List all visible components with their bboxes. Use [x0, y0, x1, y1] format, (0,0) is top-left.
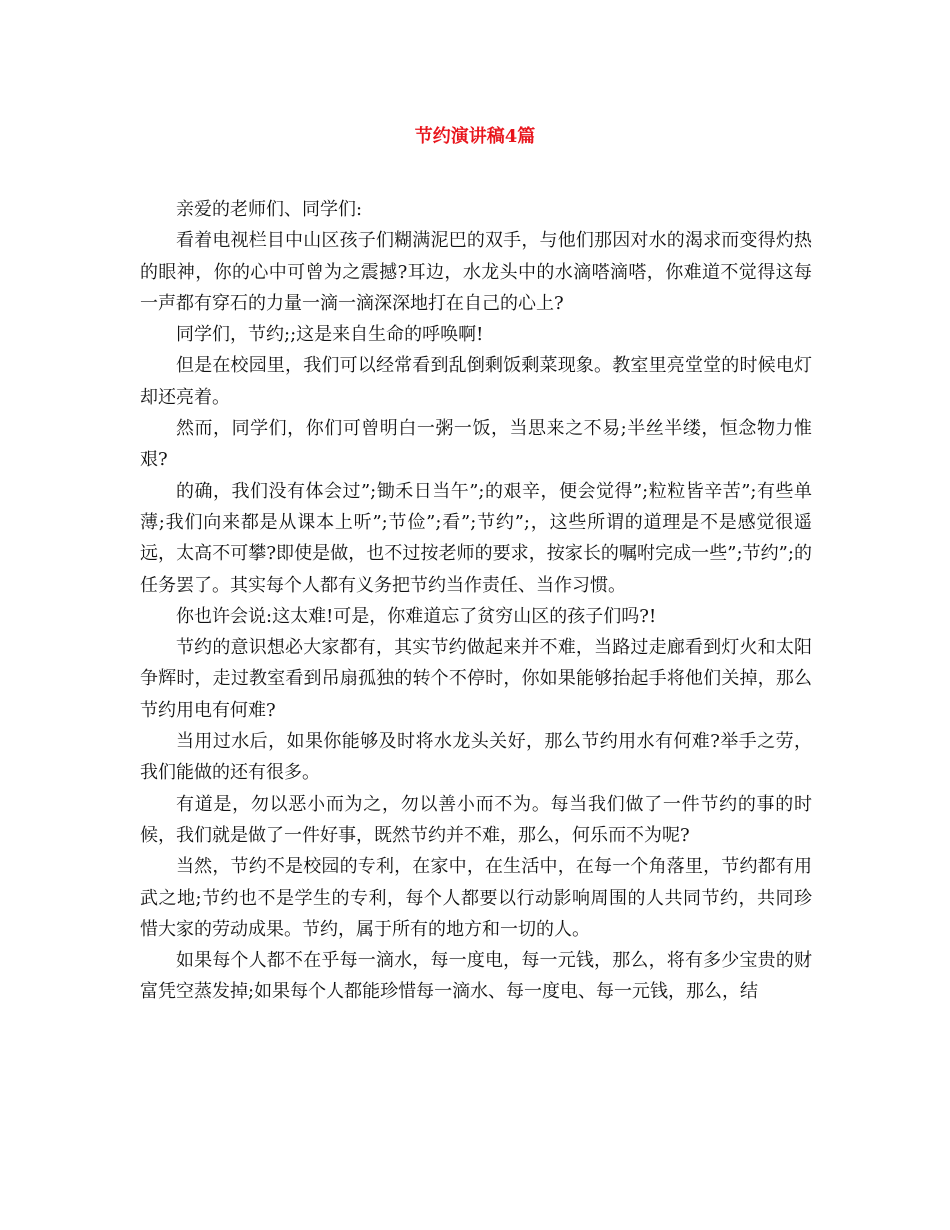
- paragraph: 但是在校园里，我们可以经常看到乱倒剩饭剩菜现象。教室里亮堂堂的时候电灯却还亮着。: [140, 355, 812, 408]
- document-title: 节约演讲稿4篇: [414, 126, 536, 147]
- document-body: [140, 194, 812, 1008]
- paragraph: 当然，节约不是校园的专利，在家中，在生活中，在每一个角落里，节约都有用武之地;节约也不是学生的专利，每个人都要以行动影响周围的人共同节约，共同珍惜大家的劳动成果。节约，属于所有的地方和一切的人。: [140, 856, 812, 940]
- paragraph: 有道是，勿以恶小而为之，勿以善小而不为。每当我们做了一件节约的事的时候，我们就是做了一件好事，既然节约并不难，那么，何乐而不为呢?: [140, 793, 812, 846]
- paragraph: 然而，同学们，你们可曾明白一粥一饭，当思来之不易;半丝半缕，恒念物力惟艰?: [140, 418, 812, 471]
- paragraph: 当用过水后，如果你能够及时将水龙头关好，那么节约用水有何难?举手之劳，我们能做的还有很多。: [140, 731, 812, 784]
- paragraph: 如果每个人都不在乎每一滴水，每一度电，每一元钱，那么，将有多少宝贵的财富凭空蒸发掉;如果每个人都能珍惜每一滴水、每一度电、每一元钱，那么，结: [140, 950, 812, 1003]
- paragraph: 节约的意识想必大家都有，其实节约做起来并不难，当路过走廊看到灯火和太阳争辉时，走过教室看到吊扇孤独的转个不停时，你如果能够抬起手将他们关掉，那么节约用电有何难?: [140, 637, 812, 721]
- paragraph: 看着电视栏目中山区孩子们糊满泥巴的双手，与他们那因对水的渴求而变得灼热的眼神，你的心中可曾为之震撼?耳边，水龙头中的水滴嗒滴嗒，你难道不觉得这每一声都有穿石的力量一滴一滴深深地打在自己的心上?: [140, 230, 812, 314]
- paragraph-greeting: 亲爱的老师们、同学们:: [176, 199, 363, 220]
- paragraph: 的确，我们没有体会过”;锄禾日当午”;的艰辛，便会觉得”;粒粒皆辛苦”;有些单薄;我们向来都是从课本上听”;节俭”;看”;节约”;，这些所谓的道理是不是感觉很遥远，太高不可攀?即使是做，也不过按老师的要求，按家长的嘱咐完成一些”;节约”;的任务罢了。其实每个人都有义务把节约当作责任、当作习惯。: [140, 480, 812, 596]
- paragraph: 同学们，节约;;这是来自生命的呼唤啊!: [176, 324, 484, 346]
- paragraph: 你也许会说:这太难!可是，你难道忘了贫穷山区的孩子们吗?!: [176, 605, 657, 627]
